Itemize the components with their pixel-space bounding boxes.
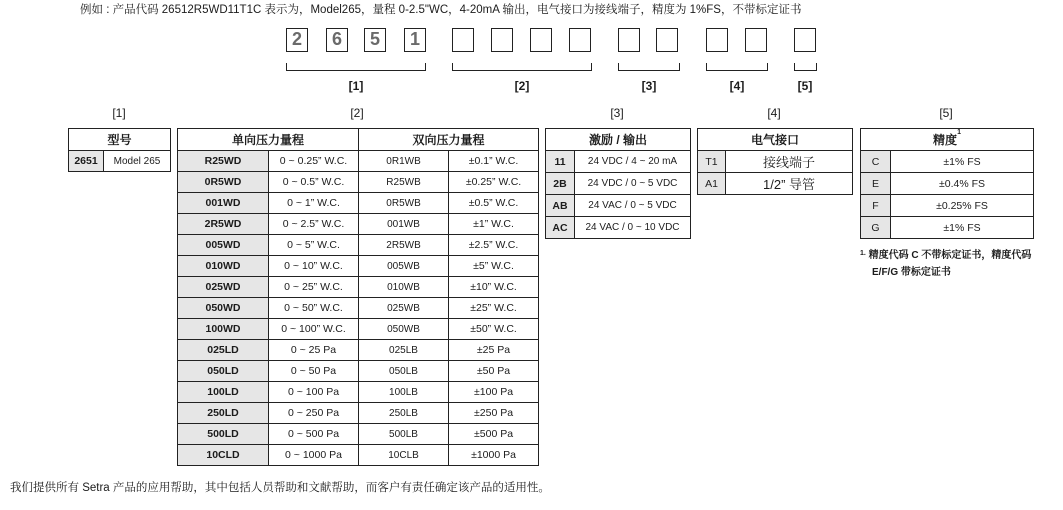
accuracy-desc: ±0.4% FS: [891, 173, 1034, 195]
table-row: [861, 151, 1034, 173]
bidirectional-range: ±1000 Pa: [449, 445, 539, 466]
model-code: 2651: [69, 151, 104, 172]
table-row: [178, 424, 539, 445]
footnote-marker: 1.: [860, 250, 866, 257]
unidirectional-code: 10CLD: [178, 445, 269, 466]
unidirectional-range: 0 ~ 2.5” W.C.: [269, 214, 359, 235]
code-box-empty: [569, 28, 591, 52]
table-row: [178, 214, 539, 235]
bracket-label-2: [2]: [514, 79, 530, 93]
code-box-digit: 2: [286, 28, 308, 52]
unidirectional-code: 500LD: [178, 424, 269, 445]
bracket-label-3: [3]: [641, 79, 657, 93]
code-box-empty: [618, 28, 640, 52]
group-bracket-2: [452, 63, 592, 71]
bracket-label-4: [4]: [729, 79, 745, 93]
bidirectional-code: 025LB: [359, 340, 449, 361]
accuracy-desc: ±0.25% FS: [891, 195, 1034, 217]
code-box-empty: [706, 28, 728, 52]
unidirectional-range: 0 ~ 0.5” W.C.: [269, 172, 359, 193]
output-desc: 24 VAC / 0 ~ 10 VDC: [575, 217, 691, 239]
group-bracket-4: [706, 63, 768, 71]
accuracy-code: C: [861, 151, 891, 173]
table-row: [178, 235, 539, 256]
model-desc: Model 265: [104, 151, 171, 172]
unidirectional-code: 050LD: [178, 361, 269, 382]
code-box-empty: [491, 28, 513, 52]
connection-desc: 1/2” 导管: [726, 173, 853, 195]
code-box-digit: 1: [404, 28, 426, 52]
unidirectional-range: 0 ~ 500 Pa: [269, 424, 359, 445]
unidirectional-range: 0 ~ 50 Pa: [269, 361, 359, 382]
bidirectional-range: ±25 Pa: [449, 340, 539, 361]
unidirectional-code: 250LD: [178, 403, 269, 424]
accuracy-code: F: [861, 195, 891, 217]
unidirectional-code: R25WD: [178, 151, 269, 172]
model-header: 型号: [69, 129, 171, 151]
table-row: [178, 277, 539, 298]
output-header: 激励 / 输出: [546, 129, 691, 151]
table-row: [178, 361, 539, 382]
table-row: [698, 151, 853, 173]
bidirectional-range: ±250 Pa: [449, 403, 539, 424]
code-box-empty: [452, 28, 474, 52]
table-row: [178, 151, 539, 172]
group-bracket-3: [618, 63, 680, 71]
bidirectional-range: ±0.1” W.C.: [449, 151, 539, 172]
table-row: [546, 151, 691, 173]
bidirectional-range: ±1” W.C.: [449, 214, 539, 235]
table-header-row: [861, 129, 1034, 151]
table-row: [546, 173, 691, 195]
connection-desc: 接线端子: [726, 151, 853, 173]
bidirectional-code: 100LB: [359, 382, 449, 403]
table-row: [69, 151, 171, 172]
accuracy-footnote: [860, 247, 1038, 281]
bidirectional-range: ±0.5” W.C.: [449, 193, 539, 214]
bidirectional-header: 双向压力量程: [359, 129, 539, 151]
bidirectional-range: ±50 Pa: [449, 361, 539, 382]
output-code: AB: [546, 195, 575, 217]
unidirectional-code: 100WD: [178, 319, 269, 340]
bidirectional-code: 001WB: [359, 214, 449, 235]
table-row: [178, 403, 539, 424]
footnote-text: 精度代码 C 不带标定证书，精度代码 E/F/G 带标定证书: [868, 250, 1032, 278]
accuracy-table: [860, 128, 1034, 239]
output-desc: 24 VDC / 0 ~ 5 VDC: [575, 173, 691, 195]
bidirectional-code: R25WB: [359, 172, 449, 193]
bidirectional-code: 005WB: [359, 256, 449, 277]
bidirectional-range: ±10” W.C.: [449, 277, 539, 298]
bracket-label-1: [1]: [348, 79, 364, 93]
unidirectional-range: 0 ~ 100” W.C.: [269, 319, 359, 340]
table-row: [178, 382, 539, 403]
table-row: [178, 340, 539, 361]
table-header-row: [698, 129, 853, 151]
accuracy-desc: ±1% FS: [891, 151, 1034, 173]
bidirectional-code: 010WB: [359, 277, 449, 298]
unidirectional-code: 005WD: [178, 235, 269, 256]
bidirectional-code: 0R1WB: [359, 151, 449, 172]
table-row: [546, 217, 691, 239]
bidirectional-range: ±0.25” W.C.: [449, 172, 539, 193]
table-row: [178, 172, 539, 193]
unidirectional-range: 0 ~ 25 Pa: [269, 340, 359, 361]
section-label-2: [2]: [350, 106, 364, 120]
table-row: [861, 217, 1034, 239]
accuracy-header-footnote-mark: 1: [957, 129, 961, 136]
unidirectional-code: 050WD: [178, 298, 269, 319]
bidirectional-range: ±100 Pa: [449, 382, 539, 403]
example-description: 例如 : 产品代码 26512R5WD11T1C 表示为，Model265，量程 0-2.5"WC，4-20mA 输出，电气接口为接线端子，精度为 1%FS，不带标定证书: [80, 4, 802, 16]
pressure-range-table: [177, 128, 539, 466]
table-header-row: [546, 129, 691, 151]
table-row: [698, 173, 853, 195]
connection-code: T1: [698, 151, 726, 173]
output-desc: 24 VAC / 0 ~ 5 VDC: [575, 195, 691, 217]
unidirectional-code: 2R5WD: [178, 214, 269, 235]
unidirectional-range: 0 ~ 100 Pa: [269, 382, 359, 403]
model-table: [68, 128, 171, 172]
bidirectional-range: ±25” W.C.: [449, 298, 539, 319]
output-code: 11: [546, 151, 575, 173]
unidirectional-code: 025WD: [178, 277, 269, 298]
code-box-empty: [745, 28, 767, 52]
bidirectional-code: 500LB: [359, 424, 449, 445]
bidirectional-code: 050LB: [359, 361, 449, 382]
group-bracket-5: [794, 63, 817, 71]
unidirectional-range: 0 ~ 1000 Pa: [269, 445, 359, 466]
section-label-1: [1]: [112, 106, 126, 120]
code-box-digit: 6: [326, 28, 348, 52]
unidirectional-range: 0 ~ 50” W.C.: [269, 298, 359, 319]
accuracy-desc: ±1% FS: [891, 217, 1034, 239]
code-box-empty: [794, 28, 816, 52]
table-header-row: [69, 129, 171, 151]
unidirectional-range: 0 ~ 250 Pa: [269, 403, 359, 424]
bidirectional-range: ±50” W.C.: [449, 319, 539, 340]
unidirectional-range: 0 ~ 1” W.C.: [269, 193, 359, 214]
unidirectional-code: 0R5WD: [178, 172, 269, 193]
accuracy-header-label: 精度: [933, 133, 958, 147]
accuracy-code: E: [861, 173, 891, 195]
section-label-5: [5]: [939, 106, 953, 120]
bracket-label-5: [5]: [797, 79, 813, 93]
bidirectional-range: ±2.5” W.C.: [449, 235, 539, 256]
unidirectional-code: 025LD: [178, 340, 269, 361]
unidirectional-code: 010WD: [178, 256, 269, 277]
output-table: [545, 128, 691, 239]
group-bracket-1: [286, 63, 426, 71]
table-row: [178, 193, 539, 214]
code-box-empty: [656, 28, 678, 52]
connection-header: 电气接口: [698, 129, 853, 151]
bidirectional-range: ±5” W.C.: [449, 256, 539, 277]
unidirectional-range: 0 ~ 10” W.C.: [269, 256, 359, 277]
table-row: [861, 195, 1034, 217]
table-row: [178, 298, 539, 319]
table-row: [178, 445, 539, 466]
bidirectional-code: 025WB: [359, 298, 449, 319]
section-label-3: [3]: [610, 106, 624, 120]
bidirectional-code: 2R5WB: [359, 235, 449, 256]
code-box-digit: 5: [364, 28, 386, 52]
unidirectional-code: 001WD: [178, 193, 269, 214]
table-row: [861, 173, 1034, 195]
bidirectional-code: 250LB: [359, 403, 449, 424]
output-code: 2B: [546, 173, 575, 195]
bidirectional-range: ±500 Pa: [449, 424, 539, 445]
table-row: [178, 319, 539, 340]
table-header-row: [178, 129, 539, 151]
unidirectional-range: 0 ~ 5” W.C.: [269, 235, 359, 256]
bidirectional-code: 10CLB: [359, 445, 449, 466]
table-row: [546, 195, 691, 217]
table-row: [178, 256, 539, 277]
connection-table: [697, 128, 853, 195]
output-code: AC: [546, 217, 575, 239]
bidirectional-code: 050WB: [359, 319, 449, 340]
unidirectional-header: 单向压力量程: [178, 129, 359, 151]
unidirectional-range: 0 ~ 0.25” W.C.: [269, 151, 359, 172]
code-box-empty: [530, 28, 552, 52]
unidirectional-code: 100LD: [178, 382, 269, 403]
unidirectional-range: 0 ~ 25” W.C.: [269, 277, 359, 298]
disclaimer-text: 我们提供所有 Setra 产品的应用帮助，其中包括人员帮助和文献帮助，而客户有责任确定该产品的适用性。: [10, 482, 550, 494]
section-label-4: [4]: [767, 106, 781, 120]
output-desc: 24 VDC / 4 ~ 20 mA: [575, 151, 691, 173]
accuracy-code: G: [861, 217, 891, 239]
bidirectional-code: 0R5WB: [359, 193, 449, 214]
connection-code: A1: [698, 173, 726, 195]
accuracy-header: [861, 129, 1034, 151]
